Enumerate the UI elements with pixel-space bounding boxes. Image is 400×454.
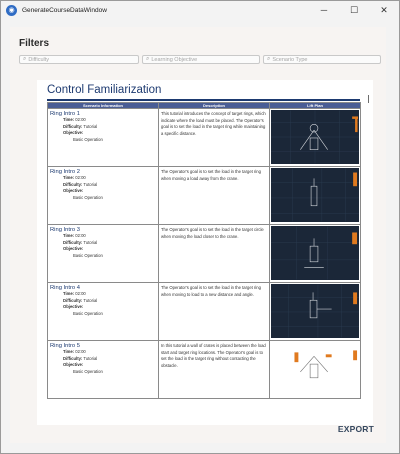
lift-plan-cell <box>270 341 361 399</box>
plan-marker <box>353 292 357 304</box>
table-row <box>48 341 361 399</box>
scenario-info-cell <box>48 225 159 283</box>
time-value: 02:00 <box>75 175 86 180</box>
objective-value: Basic Operation <box>73 194 103 200</box>
filters-heading: Filters <box>19 38 50 49</box>
plan-marker <box>294 352 298 362</box>
scenario-info-cell <box>48 341 159 399</box>
time-value: 02:00 <box>75 349 86 354</box>
maximize-button[interactable]: ☐ <box>349 4 359 15</box>
objective-label: Objective: <box>63 246 84 251</box>
plan-background <box>271 227 359 280</box>
difficulty-filter[interactable] <box>19 55 139 64</box>
difficulty-value: Tutorial <box>83 123 98 129</box>
difficulty-placeholder: Difficulty <box>28 56 50 63</box>
search-icon: ⌕ <box>267 56 271 62</box>
objective-value: Basic Operation <box>73 310 103 316</box>
time-label: Time: <box>63 175 75 180</box>
table-row <box>48 109 361 167</box>
window-controls <box>309 1 399 19</box>
export-button[interactable]: EXPORT <box>337 424 374 434</box>
objective-value: Basic Operation <box>73 368 103 374</box>
description-cell <box>159 225 270 283</box>
difficulty-label: Difficulty: <box>63 239 83 245</box>
column-header: Lift Plan <box>270 103 361 109</box>
lift-plan-image <box>271 110 359 164</box>
minimize-button[interactable]: ─ <box>320 5 328 15</box>
objective-value: Basic Operation <box>73 252 103 258</box>
objective-label: Objective: <box>63 304 84 309</box>
description-text: The Operator's goal is to set the load in the target ring when moving a load away from the crane. <box>161 169 261 181</box>
description-cell <box>159 167 270 225</box>
description-text: This tutorial introduces the concept of target rings, which indicate where the load must be placed. The Operator's goal is to set the load in the target ring while maintaining a specific distance. <box>161 111 266 136</box>
description-cell <box>159 283 270 341</box>
objective-value: Basic Operation <box>73 136 103 142</box>
scenario-type-placeholder: Scenario Type <box>272 56 308 63</box>
description-cell <box>159 341 270 399</box>
difficulty-label: Difficulty: <box>63 355 83 361</box>
scenario-info-cell <box>48 109 159 167</box>
scenario-name: Ring Intro 3 <box>50 227 80 233</box>
scenario-name: Ring Intro 5 <box>50 343 80 349</box>
scenario-name: Ring Intro 2 <box>50 169 80 175</box>
time-label: Time: <box>63 291 75 296</box>
scenario-table <box>47 102 361 399</box>
difficulty-label: Difficulty: <box>63 123 83 129</box>
document-title: Control Familiarization <box>47 84 162 96</box>
time-value: 02:00 <box>75 291 86 296</box>
learning-objective-filter[interactable] <box>142 55 260 64</box>
close-button[interactable]: ✕ <box>380 4 388 15</box>
column-header: Scenario Information <box>48 103 159 109</box>
learning-objective-placeholder: Learning Objective <box>151 56 198 63</box>
plan-marker <box>326 354 332 357</box>
scenario-name: Ring Intro 1 <box>50 111 80 117</box>
difficulty-value: Tutorial <box>83 239 98 245</box>
scenario-type-filter[interactable] <box>263 55 381 64</box>
time-label: Time: <box>63 117 75 122</box>
description-text: In this tutorial a wall of crates is placed between the load start and target ring locations. The Operator's goal is to set the load in the target ring without contacting the obstacle. <box>161 343 266 368</box>
table-row <box>48 283 361 341</box>
plan-marker <box>353 173 357 187</box>
difficulty-value: Tutorial <box>83 297 98 303</box>
time-value: 02:00 <box>75 117 86 122</box>
window-title: GenerateCourseDataWindow <box>22 6 107 14</box>
scenario-info-cell <box>48 283 159 341</box>
difficulty-label: Difficulty: <box>63 297 83 303</box>
search-icon: ⌕ <box>23 56 27 62</box>
description-cell <box>159 109 270 167</box>
description-text: The Operator's goal is to set the load in the target ring when moving to load to a new distance and angle. <box>161 285 261 297</box>
plan-marker <box>355 116 357 132</box>
difficulty-label: Difficulty: <box>63 181 83 187</box>
column-header: Description <box>159 103 270 109</box>
time-value: 02:00 <box>75 233 86 238</box>
scenario-info-cell <box>48 167 159 225</box>
scenario-name: Ring Intro 4 <box>50 285 80 291</box>
lift-plan-image <box>271 284 359 338</box>
lift-plan-image <box>271 168 359 222</box>
scrollbar[interactable] <box>368 95 370 103</box>
objective-label: Objective: <box>63 188 84 193</box>
app-icon: ◉ <box>6 5 17 16</box>
description-text: The Operator's goal is to set the load in the target circle when moving the load closer to the crane. <box>161 227 264 239</box>
difficulty-value: Tutorial <box>83 181 98 187</box>
plan-marker <box>353 350 357 360</box>
plan-background <box>271 343 359 396</box>
difficulty-value: Tutorial <box>83 355 98 361</box>
time-label: Time: <box>63 349 75 354</box>
title-divider <box>47 99 360 101</box>
content-area <box>10 27 386 443</box>
search-icon: ⌕ <box>146 56 150 62</box>
lift-plan-cell <box>270 283 361 341</box>
plan-background <box>271 285 359 338</box>
report-preview[interactable] <box>37 80 373 425</box>
table-row <box>48 225 361 283</box>
lift-plan-image <box>271 342 359 396</box>
objective-label: Objective: <box>63 130 84 135</box>
table-header-row <box>48 103 361 109</box>
lift-plan-cell <box>270 167 361 225</box>
lift-plan-cell <box>270 225 361 283</box>
objective-label: Objective: <box>63 362 84 367</box>
plan-marker <box>352 232 357 244</box>
lift-plan-cell <box>270 109 361 167</box>
time-label: Time: <box>63 233 75 238</box>
table-row <box>48 167 361 225</box>
title-bar <box>1 1 399 19</box>
lift-plan-image <box>271 226 359 280</box>
